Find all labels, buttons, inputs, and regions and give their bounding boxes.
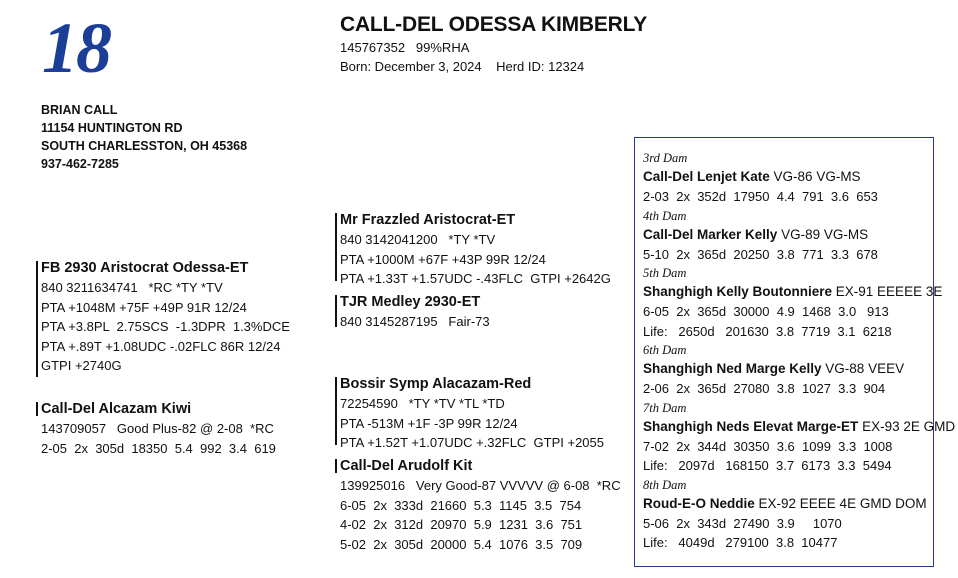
dam-entry-record: Life: 4049d 279100 3.8 10477	[643, 535, 838, 550]
dam-entry-name	[643, 167, 933, 187]
dam-generation-label: 4th Dam	[643, 208, 687, 223]
sire-line: GTPI +2740G	[41, 358, 122, 373]
sire-name: FB 2930 Aristocrat Odessa-ET	[41, 260, 249, 276]
lot-number: 18	[42, 8, 110, 88]
dam-entry-name-text: Roud-E-O Neddie	[643, 495, 755, 511]
owner-info	[41, 101, 247, 173]
dam-sire-name: Bossir Symp Alacazam-Red	[340, 376, 532, 392]
dam-entry-name-text: Call-Del Marker Kelly	[643, 226, 778, 242]
sire-line: PTA +.89T +1.08UDC -.02FLC 86R 12/24	[41, 338, 281, 354]
dam-entry-classification: VG-88 VEEV	[825, 361, 905, 376]
dam-generation-label: 5th Dam	[643, 266, 687, 280]
dam-generation-label: 3rd Dam	[643, 151, 688, 165]
dam-entry-classification: VG-89 VG-MS	[781, 226, 869, 242]
dam-entry-name	[643, 494, 933, 514]
dam-line: 2-05 2x 305d 18350 5.4 992 3.4 619	[41, 440, 276, 456]
sire-line: PTA +3.8PL 2.75SCS -1.3DPR 1.3%DCE	[41, 319, 290, 334]
owner-name: BRIAN CALL	[41, 103, 118, 117]
pedigree-bar	[335, 377, 337, 445]
pedigree-bar	[335, 459, 337, 473]
dam-entry	[643, 207, 933, 265]
sire-sire-block	[340, 210, 611, 289]
dam-entry-classification: EX-93 2E GMD	[862, 418, 956, 434]
animal-born-line: Born: December 3, 2024 Herd ID: 12324	[340, 59, 585, 74]
dam-entry-record: Life: 2097d 168150 3.7 6173 3.3 5494	[643, 458, 892, 473]
dam-entry-name	[643, 359, 933, 379]
dam-entry	[643, 149, 933, 207]
dam-dam-block	[340, 456, 621, 554]
dam-line: 143709057 Good Plus-82 @ 2-08 *RC	[41, 421, 274, 436]
dam-entry-classification: VG-86 VG-MS	[773, 169, 861, 184]
animal-name: CALL-DEL ODESSA KIMBERLY	[340, 13, 648, 36]
dam-entry-name	[643, 282, 943, 302]
sire-line: PTA +1048M +75F +49P 91R 12/24	[41, 299, 247, 315]
dam-dam-line: 139925016 Very Good-87 VVVVV @ 6-08 *RC	[340, 478, 621, 493]
animal-header	[340, 12, 647, 76]
sire-sire-line: PTA +1000M +67F +43P 99R 12/24	[340, 251, 546, 267]
dam-entry	[643, 399, 956, 476]
dam-entry	[643, 476, 933, 553]
dam-entry-name-text: Shanghigh Neds Elevat Marge-ET	[643, 418, 859, 434]
pedigree-bar	[335, 295, 337, 327]
pedigree-bar	[36, 261, 38, 377]
sire-sire-line: 840 3142041200 *TY *TV	[340, 232, 496, 247]
dam-sire-line: 72254590 *TY *TV *TL *TD	[340, 396, 505, 411]
sire-sire-name: Mr Frazzled Aristocrat-ET	[340, 212, 516, 228]
dam-name: Call-Del Alcazam Kiwi	[41, 401, 192, 417]
dam-block	[41, 399, 276, 458]
dam-generation-label: 6th Dam	[643, 343, 687, 357]
dam-dam-name: Call-Del Arudolf Kit	[340, 458, 473, 474]
dam-sire-line: PTA -513M +1F -3P 99R 12/24	[340, 415, 518, 431]
pedigree-bar	[36, 402, 38, 416]
dam-entry-record: 2-03 2x 352d 17950 4.4 791 3.6 653	[643, 189, 878, 204]
dam-dam-line: 4-02 2x 312d 20970 5.9 1231 3.6 751	[340, 517, 583, 532]
sire-dam-block	[340, 292, 490, 332]
animal-id-line: 145767352 99%RHA	[340, 40, 470, 55]
dam-entry-record: 5-10 2x 365d 20250 3.8 771 3.3 678	[643, 246, 878, 262]
dam-entry-name-text: Shanghigh Ned Marge Kelly	[643, 361, 822, 376]
dam-dam-line: 6-05 2x 333d 21660 5.3 1145 3.5 754	[340, 497, 582, 513]
owner-address-1: 11154 HUNTINGTON RD	[41, 121, 183, 135]
dam-dam-line: 5-02 2x 305d 20000 5.4 1076 3.5 709	[340, 536, 583, 552]
dam-generation-label: 7th Dam	[643, 400, 687, 415]
dam-entry-name	[643, 417, 956, 437]
sire-block	[41, 258, 290, 376]
sire-line: 840 3211634741 *RC *TY *TV	[41, 280, 223, 295]
pedigree-bar	[335, 213, 337, 281]
dam-entry-record: 6-05 2x 365d 30000 4.9 1468 3.0 913	[643, 304, 889, 319]
owner-phone: 937-462-7285	[41, 157, 119, 171]
sire-dam-name: TJR Medley 2930-ET	[340, 294, 481, 310]
dam-entry-name	[643, 225, 933, 245]
dam-entry-classification: EX-92 EEEE 4E GMD DOM	[758, 495, 927, 511]
dam-entry-record: Life: 2650d 201630 3.8 7719 3.1 6218	[643, 323, 892, 339]
dam-generation-label: 8th Dam	[643, 477, 687, 492]
sire-sire-line: PTA +1.33T +1.57UDC -.43FLC GTPI +2642G	[340, 271, 611, 286]
dam-entry-record: 2-06 2x 365d 27080 3.8 1027 3.3 904	[643, 381, 886, 396]
dam-sire-line: PTA +1.52T +1.07UDC +.32FLC GTPI +2055	[340, 435, 604, 450]
dam-entry-name-text: Call-Del Lenjet Kate	[643, 169, 770, 184]
dam-entry-record: 5-06 2x 343d 27490 3.9 1070	[643, 515, 842, 531]
dam-entry	[643, 341, 933, 399]
dam-entry	[643, 264, 943, 341]
dam-sire-block	[340, 374, 604, 453]
dam-entry-classification: EX-91 EEEEE 3E	[835, 284, 943, 299]
dam-line-box	[634, 137, 956, 567]
sire-dam-line: 840 3145287195 Fair-73	[340, 314, 490, 329]
dam-entry-record: 7-02 2x 344d 30350 3.6 1099 3.3 1008	[643, 438, 893, 454]
owner-address-2: SOUTH CHARLESSTON, OH 45368	[41, 139, 248, 153]
dam-entry-name-text: Shanghigh Kelly Boutonniere	[643, 284, 833, 299]
